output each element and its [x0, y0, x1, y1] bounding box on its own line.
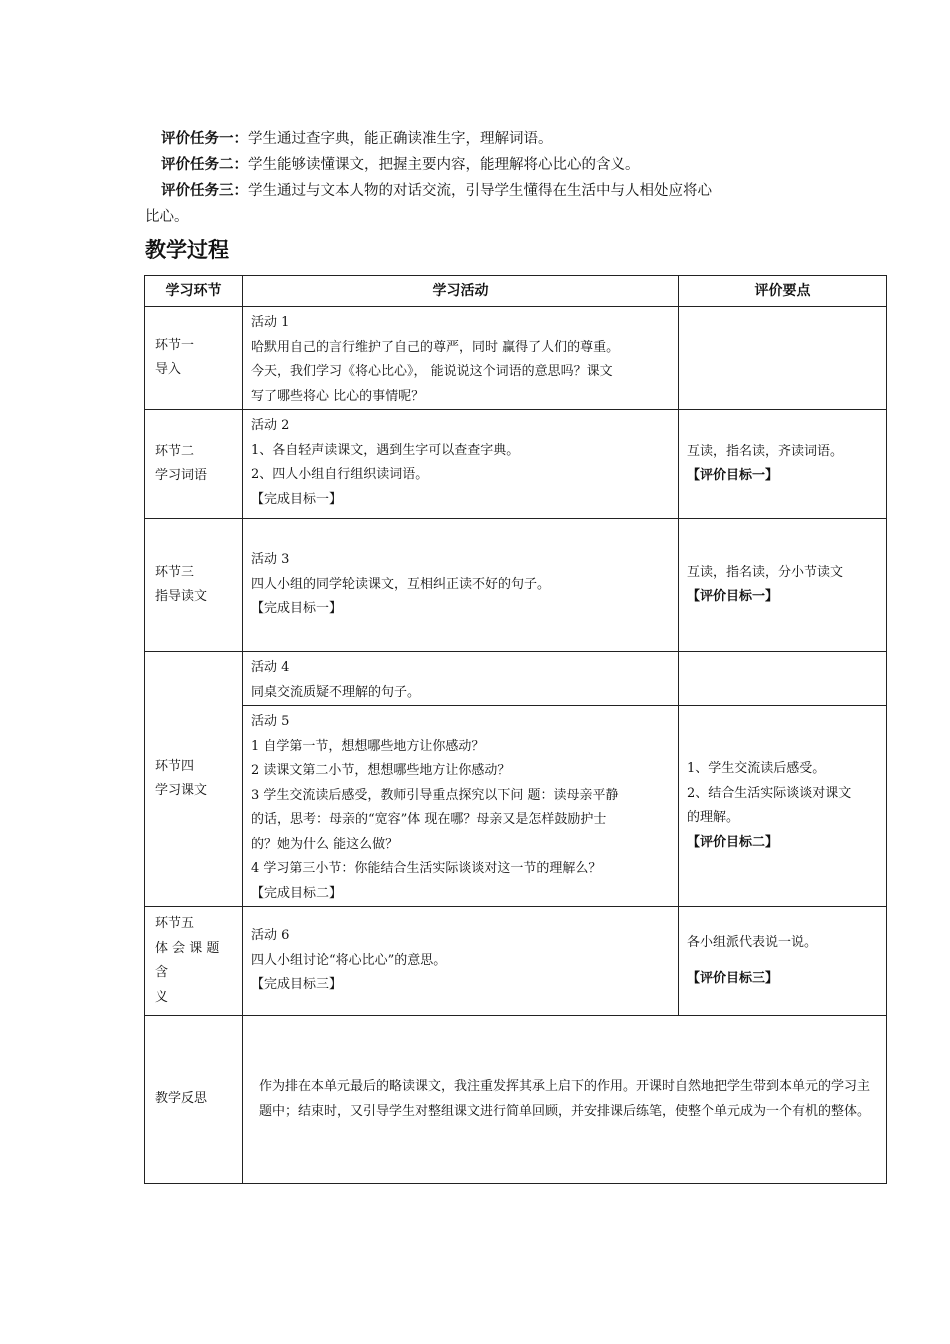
table-row [145, 307, 887, 410]
header-activity: 学习活动 [243, 276, 679, 307]
evaluation-tasks [145, 126, 825, 230]
evaluation-cell: 1、学生交流读后感受。 2、结合生活实际谈谈对课文 的理解。 【评价目标二】 [679, 706, 887, 907]
section-heading: 教学过程 [145, 238, 229, 262]
teaching-process-table [144, 275, 887, 1184]
evaluation-cell: 互读，指名读，分小节读文 【评价目标一】 [679, 519, 887, 652]
evaluation-cell [679, 652, 887, 706]
evaluation-cell [679, 307, 887, 410]
evaluation-cell: 各小组派代表说一说。 【评价目标三】 [679, 907, 887, 1016]
table-row [145, 652, 887, 706]
table-row [145, 1016, 887, 1184]
table-row [145, 907, 887, 1016]
reflection-text: 作为排在本单元最后的略读课文，我注重发挥其承上启下的作用。开课时自然地把学生带到本单元的学习主题中；结束时，又引导学生对整组课文进行简单回顾，并安排课后练笔，使整个单元成为一个有机的整体。 [259, 1079, 871, 1119]
header-evaluation: 评价要点 [679, 276, 887, 307]
stage-cell: 环节一 导入 [145, 307, 243, 410]
activity-cell: 活动 2 1、各自轻声读课文，遇到生字可以查查字典。 2、四人小组自行组织读词语。 【完成目标一】 [243, 410, 679, 519]
task-3: 评价任务三：学生通过与文本人物的对话交流，引导学生懂得在生活中与人相处应将心 [161, 183, 712, 199]
table-row [145, 410, 887, 519]
stage-cell: 环节四 学习课文 [145, 652, 243, 907]
table-row [145, 706, 887, 907]
header-stage: 学习环节 [145, 276, 243, 307]
stage-cell: 教学反思 [145, 1016, 243, 1184]
stage-cell: 环节五 体 会 课 题 含 义 [145, 907, 243, 1016]
activity-cell: 活动 3 四人小组的同学轮读课文，互相纠正读不好的句子。 【完成目标一】 [243, 519, 679, 652]
reflection-cell [243, 1016, 887, 1184]
task-3-continued: 比心。 [145, 209, 189, 225]
evaluation-cell: 互读，指名读，齐读词语。 【评价目标一】 [679, 410, 887, 519]
activity-cell: 活动 4 同桌交流质疑不理解的句子。 [243, 652, 679, 706]
table-header-row [145, 276, 887, 307]
activity-cell: 活动 6 四人小组讨论“将心比心”的意思。 【完成目标三】 [243, 907, 679, 1016]
activity-cell: 活动 1 哈默用自己的言行维护了自己的尊严，同时 赢得了人们的尊重。 今天，我们学习《将心比心》， 能说说这个词语的意思吗？课文 写了哪些将心 比心的事情呢？ [243, 307, 679, 410]
activity-cell: 活动 5 1 自学第一节，想想哪些地方让你感动？ 2 读课文第二小节，想想哪些地方让你感动？ 3 学生交流读后感受，教师引导重点探究以下问 题：读母亲平静 的话，思考：母亲的“宽容”体 现在哪？母亲又是怎样鼓励护士 的？她为什么 能这么做？ 4 学习第三小节：你能结合生活实际谈谈对这一节的理解么？ 【完成目标二】 [243, 706, 679, 907]
stage-cell: 环节三 指导读文 [145, 519, 243, 652]
task-1: 评价任务一：学生通过查字典，能正确读准生字，理解词语。 [161, 131, 553, 147]
stage-cell: 环节二 学习词语 [145, 410, 243, 519]
table-row [145, 519, 887, 652]
task-2: 评价任务二：学生能够读懂课文，把握主要内容，能理解将心比心的含义。 [161, 157, 640, 173]
